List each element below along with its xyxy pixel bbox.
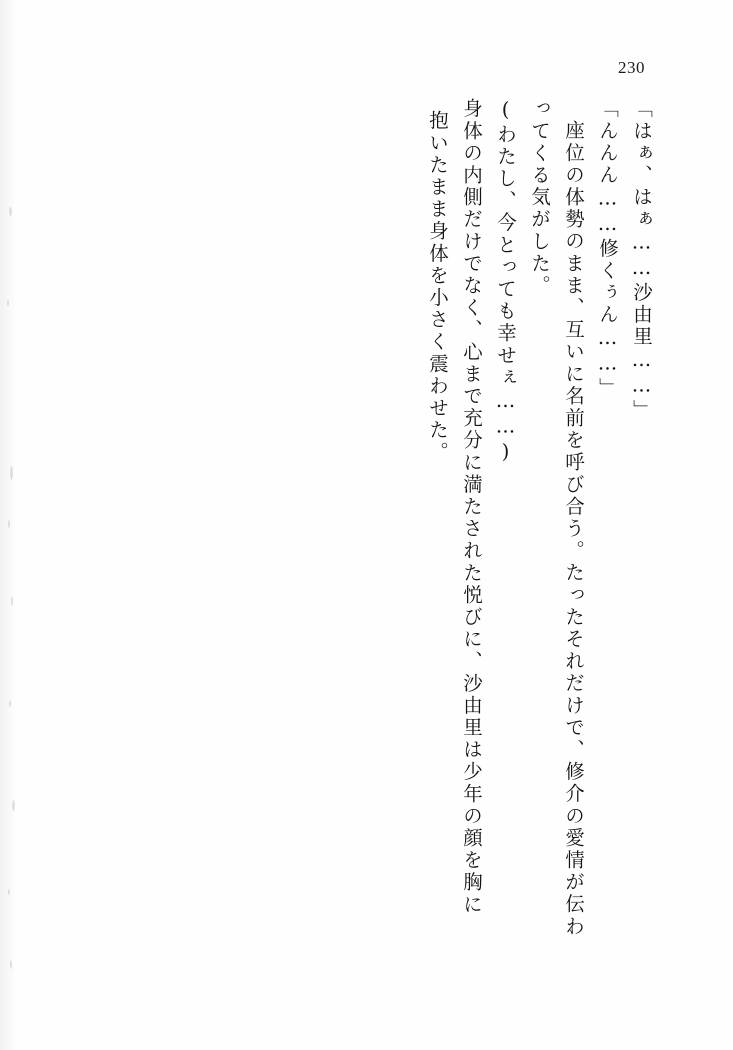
page-number: 230 (618, 58, 645, 77)
scan-speck (10, 960, 12, 969)
scan-speck (8, 889, 10, 895)
text-column: (わたし、今とっても幸せぇ……) (494, 98, 517, 466)
text-column: 座位の体勢のまま、互いに名前を呼び合う。たったそれだけで、修介の愛情が伝わ (562, 120, 585, 938)
text-column: 「はぁ、はぁ……沙由里……」 (630, 98, 653, 422)
text-column: 身体の内側だけでなく、心まで充分に満たされた悦びに、沙由里は少年の顔を胸に (460, 98, 483, 916)
scan-speck (8, 520, 10, 528)
scan-speck (10, 466, 13, 480)
scan-speck (7, 300, 9, 306)
vertical-text-body (413, 98, 651, 978)
scan-speck (12, 800, 15, 811)
text-column: ってくる気がした。 (528, 98, 551, 297)
scan-speck (11, 596, 13, 606)
text-column: 「んんん……修くぅん……」 (596, 98, 619, 400)
scan-speck (9, 700, 11, 707)
text-column: 抱いたまま身体を小さく震わせた。 (426, 110, 449, 464)
scan-speck (9, 207, 12, 216)
